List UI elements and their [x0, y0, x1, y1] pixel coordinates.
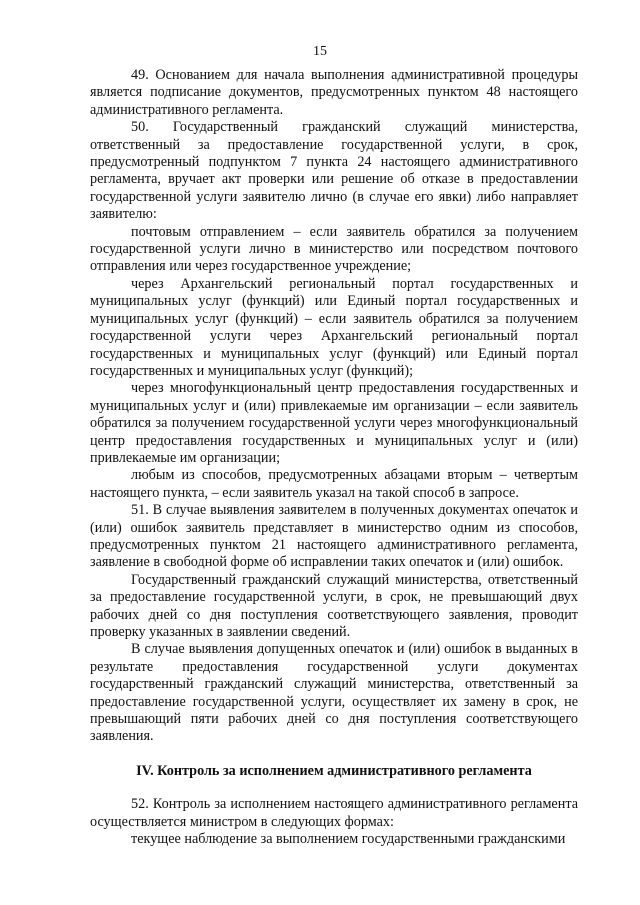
paragraph-49: 49. Основанием для начала выполнения административной процедуры является подписание документов, предусмотренных пунктом 48 настоящего административного регламента.	[90, 67, 578, 118]
page-number: 15	[313, 44, 327, 59]
paragraph-50-postal: почтовым отправлением – если заявитель обратился за получением государственной услуги лично в министерство или посредством почтового отправления или через государственное учреждение;	[90, 223, 578, 275]
section-heading: IV. Контроль за исполнением административного регламента	[136, 762, 532, 779]
paragraph-52: 52. Контроль за исполнением настоящего административного регламента осуществляется министром в следующих формах:	[90, 796, 578, 830]
document-body	[90, 67, 578, 848]
paragraph-50-portal: через Архангельский региональный портал государственных и муниципальных услуг (функций) или Единый портал государственных и муниципальных услуг (функций) – если заявитель обратился за получением государственной услуги через Архангельский региональный портал государственных и муниципальных услуг (функций) или Единый портал государственных и муниципальных услуг (функций);	[90, 275, 578, 379]
paragraph-51-check: Государственный гражданский служащий министерства, ответственный за предоставление государственной услуги, в срок, не превышающий двух рабочих дней со дня поступления соответствующего заявления, проводит проверку указанных в заявлении сведений.	[90, 571, 578, 640]
paragraph-51: 51. В случае выявления заявителем в полученных документах опечаток и (или) ошибок заявитель представляет в министерство одним из способов, предусмотренных пунктом 21 настоящего административного регламента, заявление в свободной форме об исправлении таких опечаток и (или) ошибок.	[90, 502, 578, 571]
paragraph-50-any-method: любым из способов, предусмотренных абзацами вторым – четвертым настоящего пункта, – если заявитель указал на такой способ в запросе.	[90, 467, 578, 501]
paragraph-52-current-monitoring: текущее наблюдение за выполнением государственными гражданскими	[131, 831, 566, 848]
paragraph-51-replacement: В случае выявления допущенных опечаток и (или) ошибок в выданных в результате предоставления государственной услуги документах государственный гражданский служащий министерства, ответственный за предоставление государственной услуги, осуществляет их замену в срок, не превышающий пяти рабочих дней со дня поступления соответствующего заявления.	[90, 641, 578, 745]
paragraph-50-mfc: через многофункциональный центр предоставления государственных и муниципальных услуг и (или) привлекаемые им организации – если заявитель обратился за получением государственной услуги через многофункциональный центр предоставления государственных и муниципальных услуг и (или) привлекаемые им организации;	[90, 380, 578, 466]
paragraph-50: 50. Государственный гражданский служащий министерства, ответственный за предоставление государственной услуги, в срок, предусмотренный подпунктом 7 пункта 24 настоящего административного регламента, вручает акт проверки или решение об отказе в предоставлении государственной услуги заявителю лично (в случае его явки) либо направляет заявителю:	[90, 119, 578, 223]
